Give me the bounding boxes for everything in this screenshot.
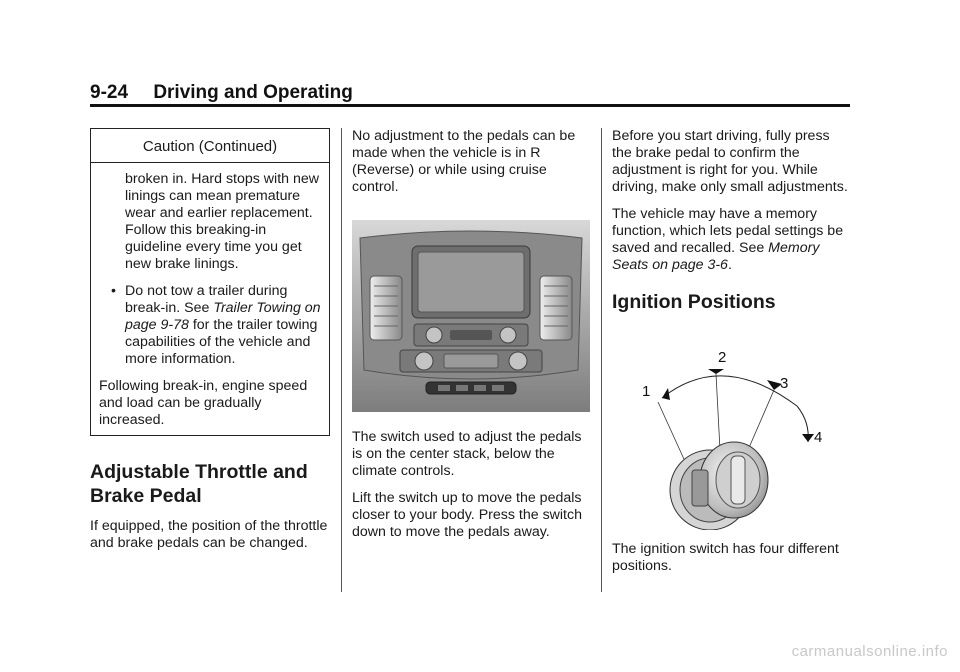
bullet-text-pre: Do not tow a trailer during break-in. See [125, 283, 288, 316]
memory-text-post: . [727, 257, 732, 273]
caution-title: Caution (Continued) [91, 129, 329, 163]
page-header [90, 82, 850, 104]
switch-location-text: The switch used to adjust the pedals is on the center stack, below the climate controls. [352, 429, 582, 479]
ignition-caption: The ignition switch has four different positions. [612, 541, 839, 574]
caution-box [90, 128, 330, 436]
column-divider-2 [601, 128, 602, 592]
position-label-1: 1 [642, 383, 651, 400]
center-stack-illustration [352, 220, 590, 412]
header-rule [90, 104, 850, 107]
no-adjustment-text: No adjustment to the pedals can be made when the vehicle is in R (Reverse) or while using cruise control. [352, 128, 576, 195]
column-divider-1 [341, 128, 342, 592]
trailer-towing-link[interactable]: Trailer Towing on page 9-78 [125, 300, 321, 333]
position-label-2: 2 [718, 349, 727, 366]
section-title-adjustable-pedal: Adjustable Throttle and Brake Pedal [90, 461, 308, 507]
caution-bullet [99, 283, 321, 368]
memory-text-pre: The vehicle may have a memory function, which lets pedal settings be saved and recalled. See [612, 206, 844, 256]
caution-footer-text: Following break-in, engine speed and load can be gradually increased. [99, 378, 308, 428]
position-label-4: 4 [814, 429, 823, 446]
column-middle [352, 128, 592, 551]
lift-switch-text: Lift the switch up to move the pedals closer to your body. Press the switch down to move the pedals away. [352, 490, 582, 540]
position-label-3: 3 [780, 375, 789, 392]
ignition-switch-illustration [612, 330, 852, 530]
memory-seats-link[interactable]: Memory Seats on page 3-6 [612, 240, 820, 273]
memory-function-text [612, 206, 852, 274]
page-number: 9-24 [90, 82, 129, 103]
caution-body [91, 163, 329, 435]
caution-continued-text: broken in. Hard stops with new linings can mean premature wear and earlier replacement. Follow this breaking-in guideline every time you get new brake linings. [125, 171, 319, 272]
bullet-text-post: for the trailer towing capabilities of the vehicle and more information. [125, 317, 318, 367]
bullet-icon: • [111, 283, 116, 299]
section-title-ignition-positions: Ignition Positions [612, 291, 776, 313]
adjustable-intro: If equipped, the position of the throttle and brake pedals can be changed. [90, 518, 328, 551]
chapter-title: Driving and Operating [153, 82, 353, 103]
column-left [90, 128, 330, 562]
before-driving-text: Before you start driving, fully press the brake pedal to confirm the adjustment is right for you. While driving, make only small adjustments. [612, 128, 848, 195]
column-right [612, 128, 852, 585]
watermark: carmanualsonline.info [791, 643, 948, 660]
